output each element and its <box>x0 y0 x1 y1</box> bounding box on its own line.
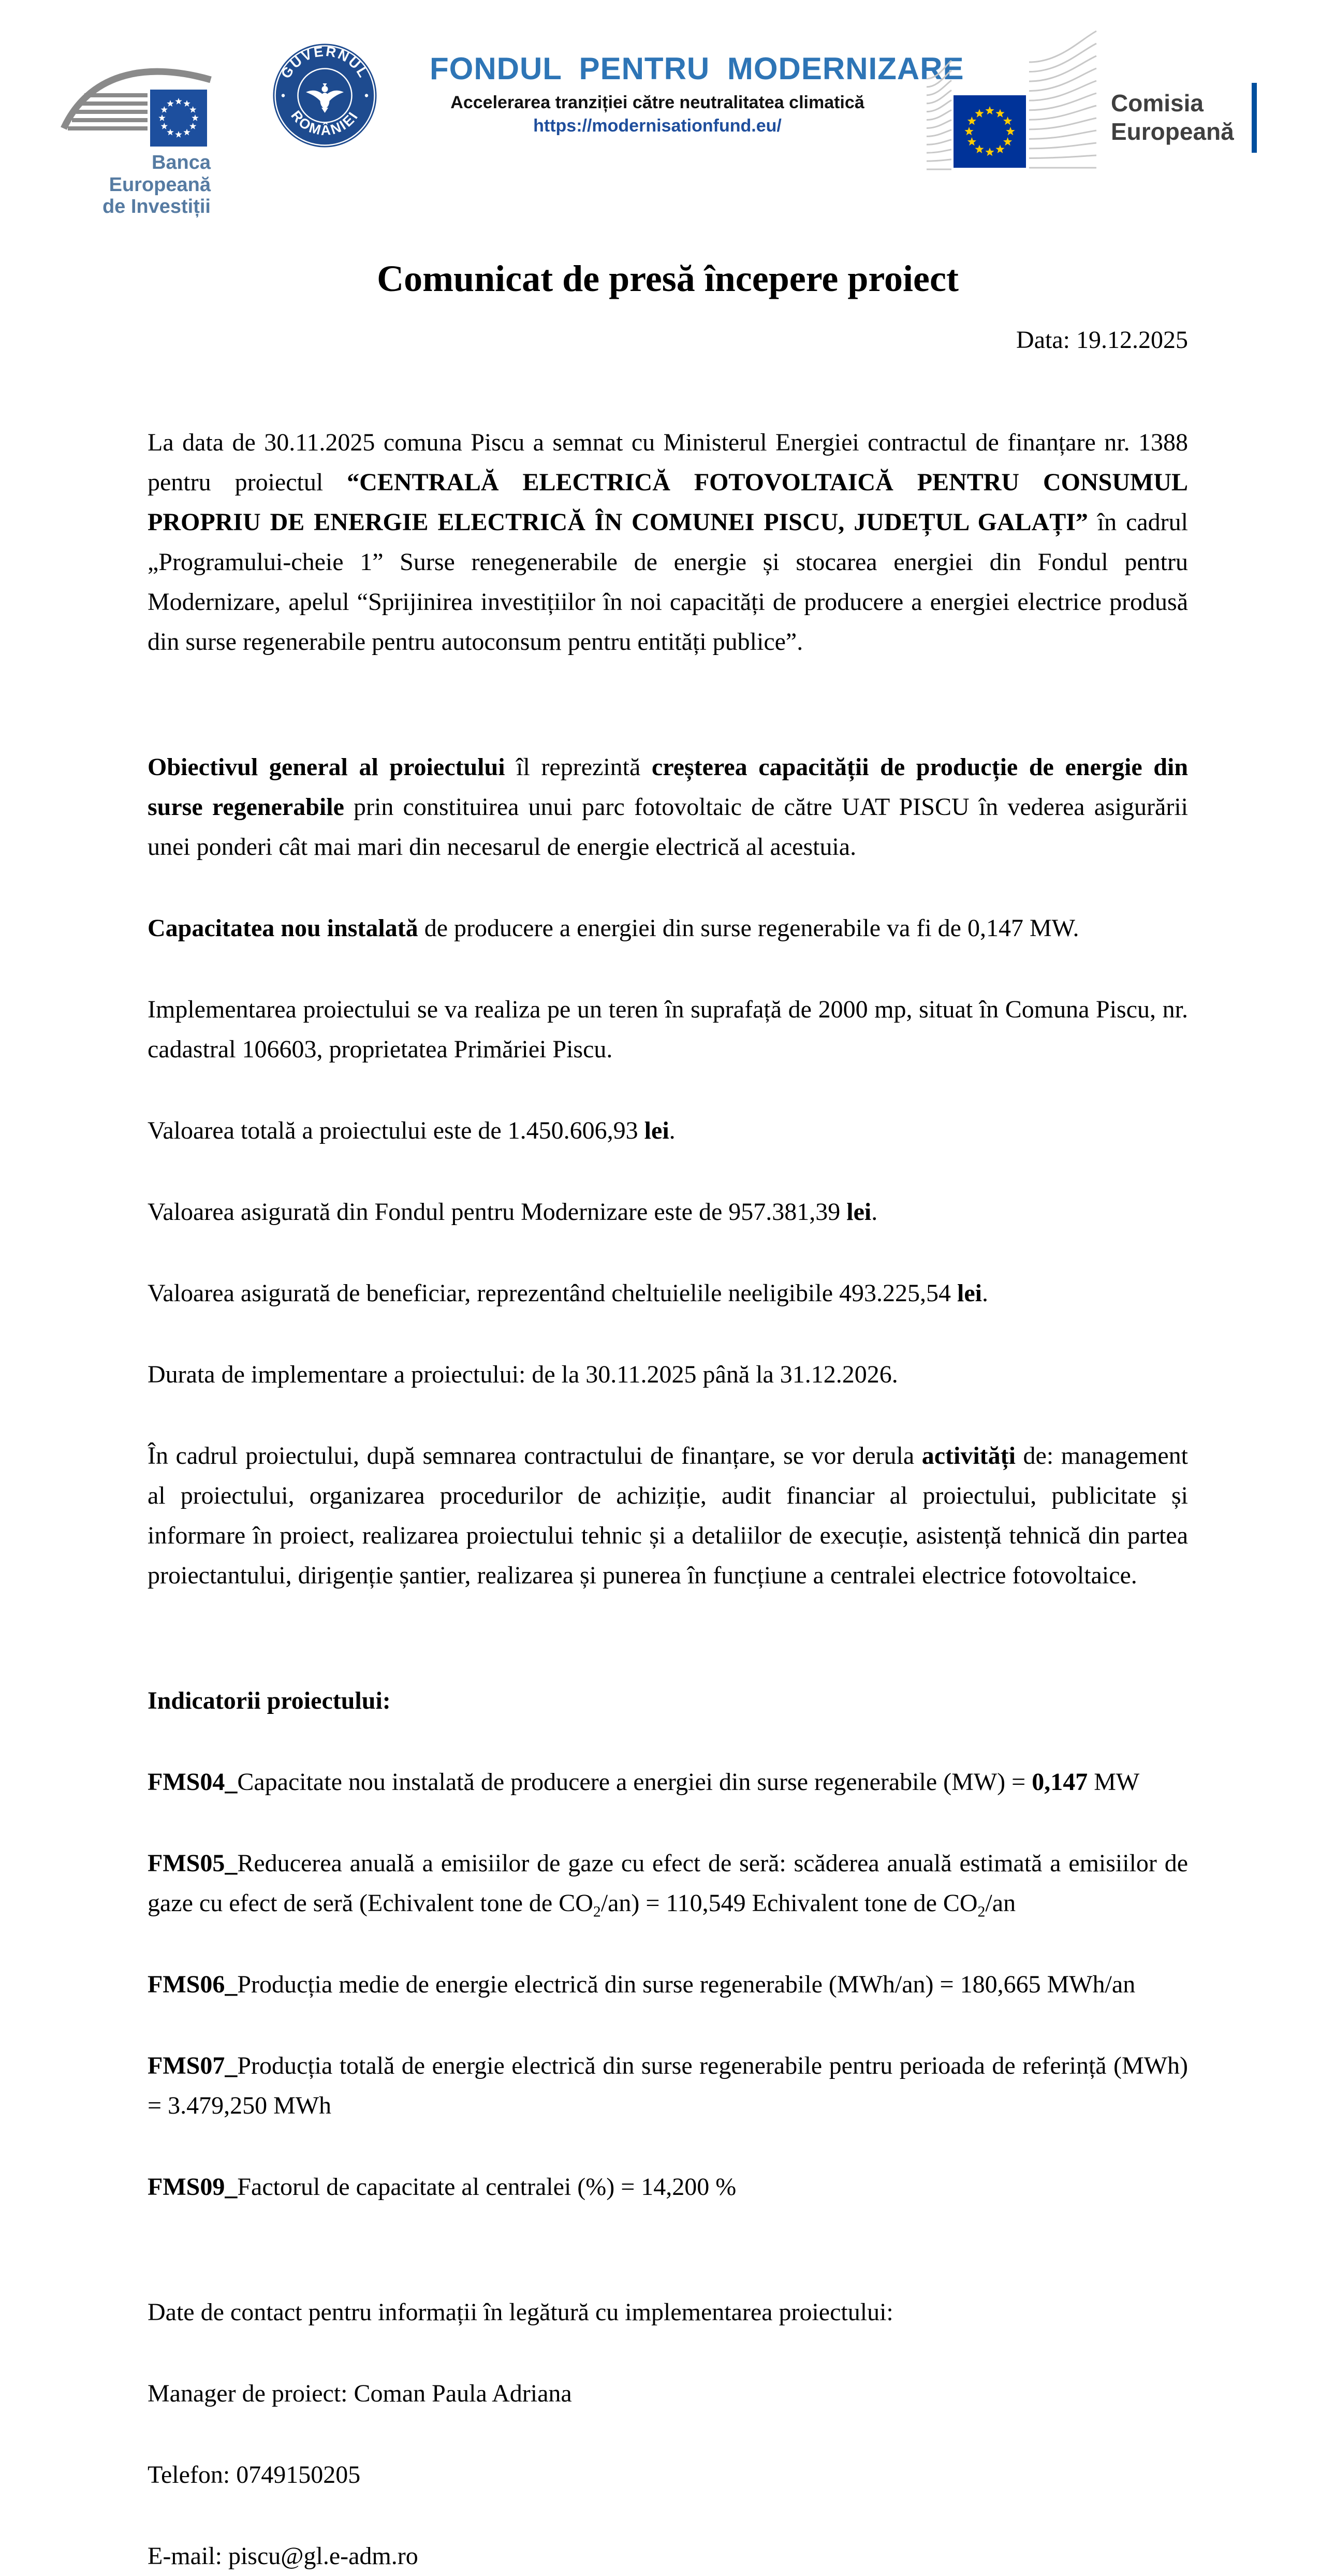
contact-phone: Telefon: 0749150205 <box>148 2461 361 2489</box>
indicators-heading: Indicatorii proiectului: <box>148 1687 391 1715</box>
contact-manager: Manager de proiect: Coman Paula Adriana <box>148 2380 572 2408</box>
implementation-paragraph: Implementarea proiectului se va realiza pe un teren în suprafață de 2000 mp, situat în Comuna Piscu, nr. cadastral 106603, proprietatea Primăriei Piscu. <box>148 996 1188 1064</box>
eib-caption-line2: de Investiții <box>102 196 211 218</box>
indicator-fms07: FMS07_Producția totală de energie electrică din surse regenerabile pentru perioada de referință (MWh) = 3.479,250 MWh <box>148 2052 1188 2120</box>
indicator-fms06: FMS06_Producția medie de energie electrică din surse regenerabile (MWh/an) = 180,665 MWh/an <box>148 1971 1136 1999</box>
contact-heading: Date de contact pentru informații în legătură cu implementarea proiectului: <box>148 2298 893 2326</box>
ec-wordmark-line1: Comisia <box>1111 89 1204 117</box>
indicator-fms04: FMS04_Capacitate nou instalată de producere a energiei din surse regenerabile (MW) = 0,147 MW <box>148 1768 1140 1796</box>
gov-seal-top-text: GUVERNUL <box>277 43 372 81</box>
indicator-fms09: FMS09_Factorul de capacitate al centralei (%) = 14,200 % <box>148 2173 737 2201</box>
fund-url-link[interactable]: https://modernisationfund.eu/ <box>533 116 782 136</box>
capacity-paragraph: Capacitatea nou instalată de producere a energiei din surse regenerabile va fi de 0,147 MW. <box>148 914 1079 942</box>
activities-paragraph: În cadrul proiectului, după semnarea contractului de finanțare, se vor derula activități de: management al proiectului, organizarea procedurilor de achiziție, audit financiar al proiectului, publicitate și informare în proiect, realizarea proiectului tehnic și a detaliilor de execuție, asistență tehnică din partea proiectantului, dirigenție șantier, realizarea și punerea în funcțiune a centralei electrice fotovoltaice. <box>148 1442 1189 1590</box>
intro-paragraph: La data de 30.11.2025 comuna Piscu a semnat cu Ministerul Energiei contractul de finanțare nr. 1388 pentru proiectul “CENTRALĂ ELECTRICĂ FOTOVOLTAICĂ PENTRU CONSUMUL PROPRIU DE ENERGIE ELECTRICĂ ÎN COMUNEI PISCU, JUDEȚUL GALAȚI” în cadrul „Programului-cheie 1” Surse renegenerabile de energie și stocarea energiei din Fondul pentru Modernizare, apelul “Sprijinirea investițiilor în noi capacități de producere a energiei electrice produsă din surse regenerabile pentru autoconsum pentru entități publice”. <box>148 429 1189 656</box>
beneficiary-value-paragraph: Valoarea asigurată de beneficiar, reprezentând cheltuielile neeligibile 493.225,54 lei. <box>148 1279 989 1307</box>
duration-paragraph: Durata de implementare a proiectului: de la 30.11.2025 până la 31.12.2026. <box>148 1361 898 1389</box>
page-title: Comunicat de presă începere proiect <box>377 258 959 299</box>
eib-caption-line1: Banca Europeană <box>109 152 211 196</box>
indicator-fms05: FMS05_Reducerea anuală a emisiilor de gaze cu efect de seră: scăderea anuală estimată a emisiilor de gaze cu efect de seră (Echivalent tone de $CO_2/an) = 110,549$ Echivalent tone de $CO_2/an$ <box>148 1850 1188 1920</box>
document-body <box>148 423 1188 2576</box>
contact-email: E-mail: piscu@gl.e-adm.ro <box>148 2542 418 2570</box>
fund-title: FONDUL PENTRU MODERNIZARE <box>430 51 964 86</box>
total-value-paragraph: Valoarea totală a proiectului este de 1.450.606,93 lei. <box>148 1117 676 1145</box>
date-line: Data: 19.12.2025 <box>1016 326 1188 354</box>
fund-value-paragraph: Valoarea asigurată din Fondul pentru Modernizare este de 957.381,39 lei. <box>148 1198 878 1226</box>
objective-paragraph: Obiectivul general al proiectului îl reprezintă creșterea capacității de producție de energie din surse regenerabile prin constituirea unui parc fotovoltaic de către UAT PISCU în vederea asigurării unei ponderi cât mai mari din necesarul de energie electrică al acestuia. <box>148 753 1189 861</box>
gov-seal-bottom-text: ROMÂNIEI <box>288 108 362 138</box>
ec-wordmark-line2: Europeană <box>1111 118 1234 145</box>
fund-subtitle: Accelerarea tranziției către neutralitatea climatică <box>450 93 864 112</box>
